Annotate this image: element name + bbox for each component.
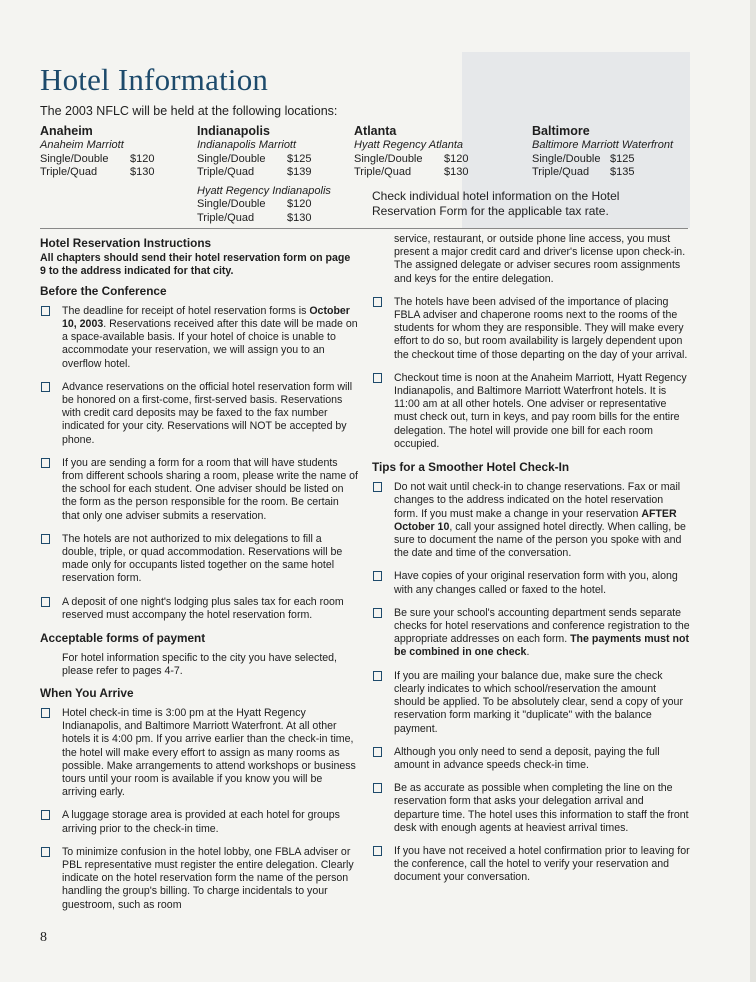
list-item: The hotels have been advised of the importance of placing FBLA adviser and chaperone rooms next to the rooms of the students for whom they are responsible. They will make every effort to do so, but room availability is largely dependent upon the checkout time of those departing on the day of your arrival.	[372, 296, 690, 362]
checkbox-bullet-icon	[41, 810, 50, 820]
rate-row	[197, 153, 331, 167]
payment-heading: Acceptable forms of payment	[40, 631, 206, 646]
rate-price: $125	[610, 152, 635, 165]
rate-type: Triple/Quad	[354, 166, 412, 178]
hotel-name-2: Hyatt Regency Indianapolis	[197, 184, 331, 197]
payment-text: For hotel information specific to the city you have selected, please refer to pages 4-7.	[62, 652, 337, 678]
rate-row	[532, 166, 673, 180]
tax-rate-note: Check individual hotel information on the Hotel Reservation Form for the applicable tax rate.	[372, 189, 620, 218]
rate-row	[197, 166, 331, 180]
city-name: Baltimore	[532, 124, 590, 138]
rate-type: Triple/Quad	[197, 211, 255, 224]
page-edge	[750, 0, 756, 982]
checkbox-bullet-icon	[373, 608, 382, 618]
checkbox-bullet-icon	[373, 783, 382, 793]
rate-price: $120	[130, 152, 155, 165]
city-name: Indianapolis	[197, 124, 270, 138]
continuation-text: service, restaurant, or outside phone line access, you must present a major credit card and driver's license upon check-in. The assigned delegate or adviser secures room assignments and keys for the entire delegation.	[394, 233, 686, 285]
rate-row	[197, 212, 331, 226]
rate-price: $120	[444, 152, 469, 165]
page-title: Hotel Information	[40, 62, 269, 97]
rate-price: $120	[287, 198, 312, 210]
location-atlanta	[354, 124, 468, 180]
city-name: Atlanta	[354, 124, 397, 138]
list-item: To minimize confusion in the hotel lobby, one FBLA adviser or PBL representative must register the entire delegation. Clearly indicate on the hotel reservation form the name of the person handling the group's billing. To charge incidentals to your guestroom, such as room	[40, 846, 358, 912]
rate-price: $125	[287, 152, 312, 165]
checkbox-bullet-icon	[41, 382, 50, 392]
checkbox-bullet-icon	[373, 671, 382, 681]
location-anaheim	[40, 124, 154, 180]
list-item: Do not wait until check-in to change reservations. Fax or mail changes to the address indicated on the hotel reservation form. If you must make a change in your reservation AFTER October 10, call your assigned hotel directly. When calling, be sure to document the name of the person you spoke with and the date and time of the conversation.	[372, 481, 690, 560]
hotel-name: Anaheim Marriott	[40, 139, 124, 151]
list-item: A deposit of one night's lodging plus sales tax for each room reserved must accompany the hotel reservation form.	[40, 596, 358, 622]
rate-type: Single/Double	[354, 152, 423, 165]
checkbox-bullet-icon	[373, 482, 382, 492]
list-item: Checkout time is noon at the Anaheim Marriott, Hyatt Regency Indianapolis, and Baltimore Marriott Waterfront hotels. It is 11:00 am at all other hotels. One adviser or representative must check out, turn in keys, and pay room bills for the entire delegation. The hotel will provide one bill for each room occupied.	[372, 372, 690, 451]
checkbox-bullet-icon	[41, 597, 50, 607]
rate-type: Triple/Quad	[532, 166, 590, 178]
checkbox-bullet-icon	[373, 571, 382, 581]
checkbox-bullet-icon	[41, 306, 50, 316]
rate-row	[354, 166, 468, 180]
list-item: The hotels are not authorized to mix delegations to fill a double, triple, or quad accommodation. Reservations will be made only for occupants listed together on the same hotel reservation form.	[40, 533, 358, 586]
checkbox-bullet-icon	[373, 373, 382, 383]
rate-type: Single/Double	[197, 152, 266, 165]
intro-text: The 2003 NFLC will be held at the following locations:	[40, 104, 338, 118]
list-item: Have copies of your original reservation form with you, along with any changes called or faxed to the hotel.	[372, 570, 690, 596]
rate-type: Triple/Quad	[197, 166, 255, 178]
city-name: Anaheim	[40, 124, 93, 138]
left-column	[40, 233, 358, 922]
rate-price: $130	[444, 166, 469, 178]
list-item: Although you only need to send a deposit, paying the full amount in advance speeds check-in time.	[372, 746, 690, 772]
rate-row	[532, 153, 673, 167]
rate-row	[40, 153, 154, 167]
right-column	[372, 233, 690, 895]
list-item: If you are sending a form for a room that will have students from different schools sharing a room, please write the name of the school for each student. One adviser should be listed on the form as the person responsible for the room. Be certain that only one adviser submits a reservation.	[40, 457, 358, 523]
location-indianapolis	[197, 124, 331, 225]
reservation-heading: Hotel Reservation Instructions	[40, 236, 212, 250]
page-number: 8	[40, 930, 47, 945]
rate-price: $135	[610, 166, 635, 178]
list-item: Be as accurate as possible when completing the line on the reservation form that asks your delegation arrival and departure time. The hotel uses this information to staff the front desk with enough agents at heaviest arrival times.	[372, 782, 690, 835]
rate-price: $130	[130, 166, 155, 178]
rate-type: Single/Double	[40, 152, 109, 165]
arrive-heading: When You Arrive	[40, 685, 134, 700]
checkbox-bullet-icon	[373, 846, 382, 856]
list-item: The deadline for receipt of hotel reservation forms is October 10, 2003. Reservations received after this date will be made on a space-available basis. If your hotel of choice is unable to accommodate your reservation, we will assign you to an overflow hotel.	[40, 305, 358, 371]
reservation-subheading: All chapters should send their hotel reservation form on page 9 to the address indicated for that city.	[40, 252, 351, 278]
checkbox-bullet-icon	[373, 297, 382, 307]
checkbox-bullet-icon	[373, 747, 382, 757]
rate-price: $130	[287, 211, 312, 224]
rate-type: Triple/Quad	[40, 166, 98, 178]
section-divider	[40, 228, 688, 229]
hotel-name: Baltimore Marriott Waterfront	[532, 139, 674, 151]
checkbox-bullet-icon	[41, 708, 50, 718]
hotel-name: Hyatt Regency Atlanta	[354, 139, 464, 151]
rate-type: Single/Double	[532, 152, 601, 165]
rate-type: Single/Double	[197, 198, 266, 210]
hotel-name: Indianapolis Marriott	[197, 139, 297, 151]
rate-price: $139	[287, 166, 312, 178]
before-conference-heading: Before the Conference	[40, 283, 167, 298]
list-item: Advance reservations on the official hotel reservation form will be honored on a first-come, first-served basis. Reservations with credit card deposits may be faxed to the fax number indicated for your city. Reservations will NOT be accepted by phone.	[40, 381, 358, 447]
checkbox-bullet-icon	[41, 534, 50, 544]
list-item: If you are mailing your balance due, make sure the check clearly indicates to which school/reservation the amount should be applied. To be absolutely clear, send a copy of your reservation form marking it "duplicate" with the balance payment.	[372, 670, 690, 736]
rate-row	[197, 198, 331, 212]
list-item: A luggage storage area is provided at each hotel for groups arriving prior to the check-in time.	[40, 809, 358, 835]
checkbox-bullet-icon	[41, 847, 50, 857]
rate-row	[354, 153, 468, 167]
list-item: Hotel check-in time is 3:00 pm at the Hyatt Regency Indianapolis, and Baltimore Marriott Waterfront. At all other hotels it is 4:00 pm. If you arrive earlier than the check-in time, the hotel will make every effort to assign as many rooms as possible. Make arrangements to attend workshops or business tours until your room is available if you know you will be arriving early.	[40, 707, 358, 799]
checkbox-bullet-icon	[41, 458, 50, 468]
tips-heading: Tips for a Smoother Hotel Check-In	[372, 460, 570, 475]
list-item: If you have not received a hotel confirmation prior to leaving for the conference, call the hotel to verify your reservation and document your conversation.	[372, 845, 690, 885]
rate-row	[40, 166, 154, 180]
list-item: Be sure your school's accounting department sends separate checks for hotel reservations and conference registration to the appropriate addresses on each form. The payments must not be combined in one check.	[372, 607, 690, 660]
location-baltimore	[532, 124, 673, 180]
